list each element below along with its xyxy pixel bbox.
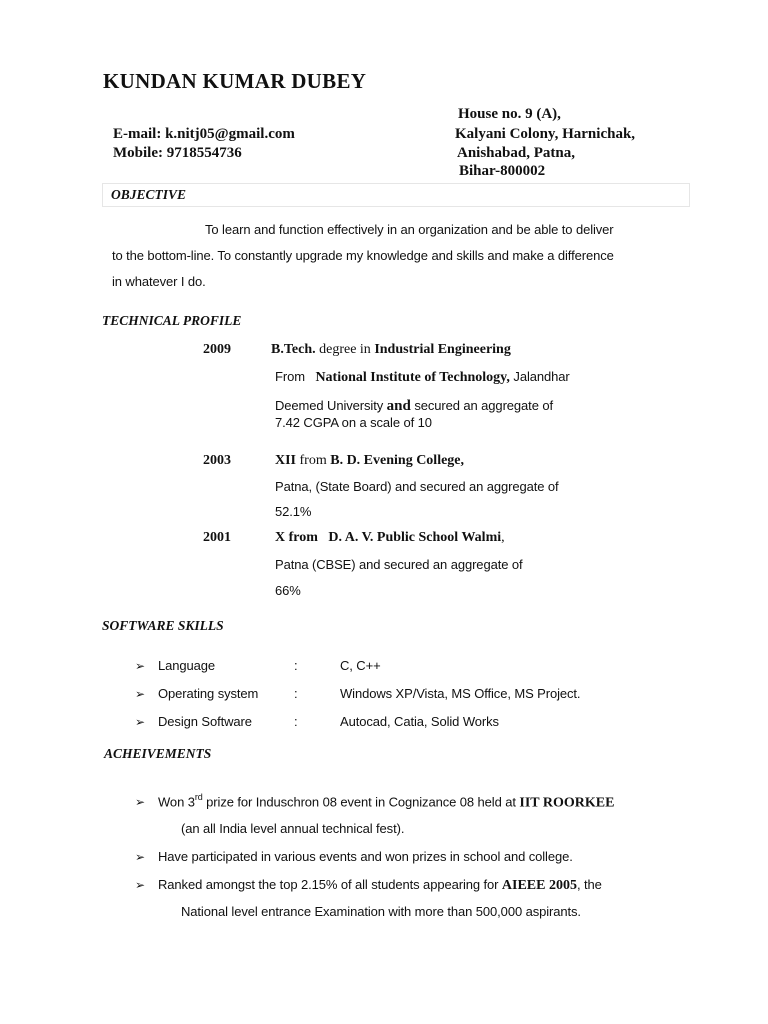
skill-sep-design: :: [294, 714, 298, 729]
objective-title: OBJECTIVE: [111, 187, 187, 202]
class-xii: XII: [275, 453, 297, 468]
from-label: From: [275, 369, 305, 384]
edu-2001-line-2: Patna (CBSE) and secured an aggregate of: [275, 557, 523, 572]
edu-2009-degree-line: [271, 342, 511, 358]
skill-label-language: Language: [158, 658, 216, 673]
achievement-1-a: Won 3: [158, 794, 195, 810]
arrow-bullet-icon: ➢: [135, 659, 146, 673]
edu-2003-line-2: Patna, (State Board) and secured an aggregate of: [275, 479, 559, 494]
edu-year-2003: 2003: [203, 453, 231, 468]
achievement-1-line-1: [158, 792, 614, 811]
school-comma: ,: [501, 530, 505, 545]
achievement-3-line-1: [158, 876, 602, 894]
school-name: D. A. V. Public School Walmi: [328, 530, 502, 545]
achievement-3-bold: AIEEE 2005: [501, 878, 577, 893]
email-label: E-mail:: [113, 126, 162, 142]
mobile-value: 9718554736: [166, 145, 242, 161]
edu-2009-institute-line: [275, 369, 570, 386]
technical-profile-title: TECHNICAL PROFILE: [102, 313, 242, 328]
from-word: from: [296, 453, 331, 468]
achievement-1-bold: IIT ROORKEE: [519, 795, 615, 811]
achievement-2: Have participated in various events and won prizes in school and college.: [158, 849, 573, 864]
degree-field: Industrial Engineering: [374, 342, 511, 357]
college-name: B. D. Evening College,: [330, 453, 465, 468]
skill-value-os: Windows XP/Vista, MS Office, MS Project.: [340, 686, 581, 701]
skill-value-design: Autocad, Catia, Solid Works: [340, 714, 499, 729]
address-line-3: Anishabad, Patna,: [457, 145, 575, 161]
skill-sep-os: :: [294, 686, 298, 701]
objective-line-1: To learn and function effectively in an organization and be able to deliver: [205, 222, 614, 237]
edu-2001-percentage: 66%: [275, 583, 301, 598]
institute-city: Jalandhar: [509, 369, 570, 384]
mobile-line: [113, 145, 242, 162]
skill-label-os: Operating system: [158, 686, 259, 701]
address-line-2: Kalyani Colony, Harnichak,: [455, 126, 636, 142]
achievement-3-a: Ranked amongst the top 2.15% of all students appearing for: [158, 877, 502, 892]
email-value[interactable]: k.nitj05@gmail.com: [165, 126, 295, 142]
address-line-4: Bihar-800002: [459, 163, 546, 179]
achievement-1-sup: rd: [194, 792, 203, 802]
objective-heading-box: [102, 183, 690, 207]
aggregate-text: secured an aggregate of: [410, 398, 553, 413]
email-line: [113, 126, 295, 143]
arrow-bullet-icon: ➢: [135, 687, 146, 701]
objective-line-2: to the bottom-line. To constantly upgrade my knowledge and skills and make a difference: [112, 248, 614, 263]
arrow-bullet-icon: ➢: [135, 795, 146, 809]
edu-2009-line-3: [275, 397, 553, 415]
and-word: and: [386, 398, 411, 414]
edu-2003-line-1: [275, 453, 464, 469]
arrow-bullet-icon: ➢: [135, 850, 146, 864]
objective-line-3: in whatever I do.: [112, 274, 206, 289]
edu-2001-line-1: [275, 530, 505, 546]
skill-label-design: Design Software: [158, 714, 252, 729]
edu-year-2009: 2009: [203, 342, 231, 357]
achievements-title: ACHEIVEMENTS: [104, 746, 212, 761]
degree-name: B.Tech.: [271, 342, 316, 357]
edu-2003-percentage: 52.1%: [275, 504, 312, 519]
institute-name: National Institute of Technology,: [315, 370, 510, 385]
achievement-3-line-2: National level entrance Examination with more than 500,000 aspirants.: [181, 904, 581, 919]
achievement-3-b: , the: [576, 877, 602, 892]
arrow-bullet-icon: ➢: [135, 715, 146, 729]
arrow-bullet-icon: ➢: [135, 878, 146, 892]
address-line-1: House no. 9 (A),: [458, 106, 561, 122]
software-skills-title: SOFTWARE SKILLS: [102, 618, 224, 633]
candidate-name: KUNDAN KUMAR DUBEY: [103, 69, 367, 93]
mobile-label: Mobile:: [113, 145, 163, 161]
edu-year-2001: 2001: [203, 530, 231, 545]
skill-value-language: C, C++: [340, 658, 381, 673]
achievement-1-b: prize for Induschron 08 event in Cognizance 08 held at: [202, 794, 520, 810]
edu-2009-cgpa: 7.42 CGPA on a scale of 10: [275, 415, 432, 430]
deemed-university: Deemed University: [275, 398, 387, 413]
achievement-1-line-2: (an all India level annual technical fest).: [181, 821, 405, 836]
class-x: X from: [275, 530, 318, 545]
degree-mid: degree in: [315, 342, 375, 357]
skill-sep-language: :: [294, 658, 298, 673]
